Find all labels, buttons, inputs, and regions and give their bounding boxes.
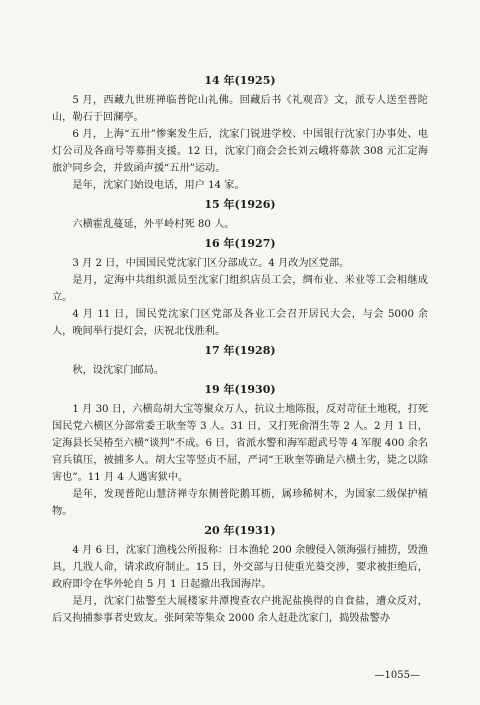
paragraph: 3 月 2 日，中国国民党沈家门区分部成立。4 月改为区党部。 [72,258,350,269]
paragraph: 4 月 11 日，国民党沈家门区党部及各业工会召开居民大会，与会 5000 余人，晚间举行提灯会，庆祝北伐胜利。 [52,309,428,337]
paragraph: 是月，沈家门盐警至大展楼家井潭搜查农户挑泥盐换得的自食盐，遭众反对，后又拘捕参事者史致友。张阿荣等集众 2000 余人赶赴沈家门，捣毁盐警办 [52,596,428,624]
section-title: 14 年(1925) [204,74,276,87]
section-1928 [52,343,428,379]
section-1930 [52,382,428,520]
section-1925 [52,73,428,194]
paragraph: 4 月 6 日，沈家门渔栈公所报称：日本渔轮 200 余艘侵入领海强行捕捞，毁渔具，几戕人命，请求政府制止。15 日，外交部与日使重光葵交涉，要求被拒绝后，政府即令在华外轮自 5 月 1 日起撤出我国海岸。 [52,545,428,590]
paragraph: 是月，定海中共组织派员至沈家门组织店员工会，绸布业、米业等工会相继成立。 [52,275,428,303]
paragraph: 是年，发现普陀山慧济禅寺东侧普陀鹅耳枥，属珍稀树木，为国家二级保护植物。 [52,489,428,517]
section-title: 16 年(1927) [204,237,276,250]
section-1931 [52,523,428,627]
section-title: 19 年(1930) [204,383,276,396]
paragraph: 秋，设沈家门邮局。 [72,365,165,376]
paragraph: 5 月，西藏九世班禅临普陀山礼佛。回藏后书《礼观音》文，派专人送至普陀山，勒石于回澜亭。 [52,95,428,123]
section-title: 17 年(1928) [204,344,276,357]
paragraph: 1 月 30 日，六横岛胡大宝等聚众万人，抗议土地陈报，反对苛征土地税，打死国民党六横区分部常委王耿奎等 3 人。31 日，又打死俞渭生等 2 人。2 月 1 日，定海县长吴椿至六横“谈判”不成。6 日，省派水警和海军超武号等 4 军舰 400 余名官兵镇压，被捕多人。胡大宝等竖贞不屈，严词“王耿奎等确是六横土劣，毙之以除害也”。11 月 4 人遇害狱中。 [52,404,428,483]
section-title: 20 年(1931) [204,524,276,537]
section-1926 [52,197,428,233]
section-title: 15 年(1926) [204,198,276,211]
section-1927 [52,236,428,340]
paragraph: 是年，沈家门始设电话，用户 14 家。 [72,180,245,191]
paragraph: 六横霍乱蔓延，外平岭村死 80 人。 [72,219,235,230]
paragraph: 6 月，上海“五卅”惨案发生后，沈家门锐进学校、中国银行沈家门办事处、电灯公司及各商号等募捐支援。12 日，沈家门商会会长刘云峨将募款 308 元汇定海旅沪同乡会，并致函声援“五卅”运动。 [52,129,428,174]
page-number: —1055— [374,670,420,681]
